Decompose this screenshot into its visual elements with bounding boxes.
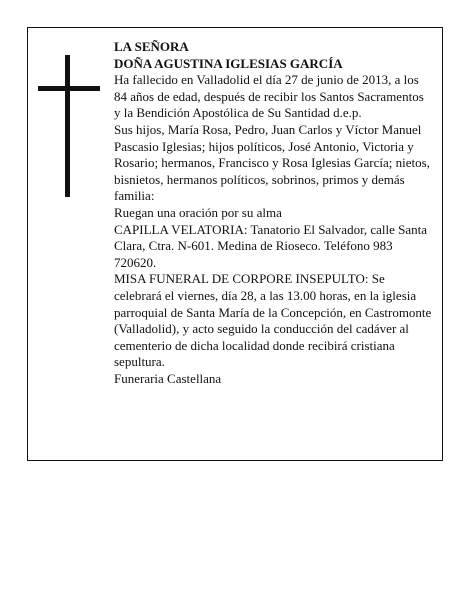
family-paragraph: Sus hijos, María Rosa, Pedro, Juan Carlos y Víctor Manuel Pascasio Iglesias; hijos políticos, José Antonio, Victoria y Rosario; hermanos, Francisco y Rosa Iglesias García; nietos, bisnietos, hermanos políticos, sobrinos, primos y demás familia: bbox=[114, 121, 430, 204]
title-line-1: LA SEÑORA bbox=[114, 39, 189, 54]
cross-icon bbox=[38, 55, 100, 197]
obituary-text bbox=[114, 39, 432, 387]
funeral-home: Funeraria Castellana bbox=[114, 370, 222, 386]
deceased-name: DOÑA AGUSTINA IGLESIAS GARCÍA bbox=[114, 55, 343, 71]
prayer-request: Ruegan una oración por su alma bbox=[114, 204, 282, 220]
chapel-info: CAPILLA VELATORIA: Tanatorio El Salvador, calle Santa Clara, Ctra. N-601. Medina de Rioseco. Teléfono 983 720620. bbox=[114, 221, 428, 270]
funeral-mass-info: MISA FUNERAL DE CORPORE INSEPULTO: Se celebrará el viernes, día 28, a las 13.00 horas, en la iglesia parroquial de Santa María de la Concepción, en Castromonte (Valladolid), y acto seguido la conducción del cadáver al cementerio de dicha localidad donde recibirá cristiana sepultura. bbox=[114, 271, 432, 370]
cross-vertical-bar bbox=[65, 55, 70, 197]
announcement-paragraph: Ha fallecido en Valladolid el día 27 de junio de 2013, a los 84 años de edad, después de recibir los Santos Sacramentos y la Bendición Apostólica de Su Santidad d.e.p. bbox=[114, 72, 424, 121]
cross-horizontal-bar bbox=[38, 86, 100, 91]
